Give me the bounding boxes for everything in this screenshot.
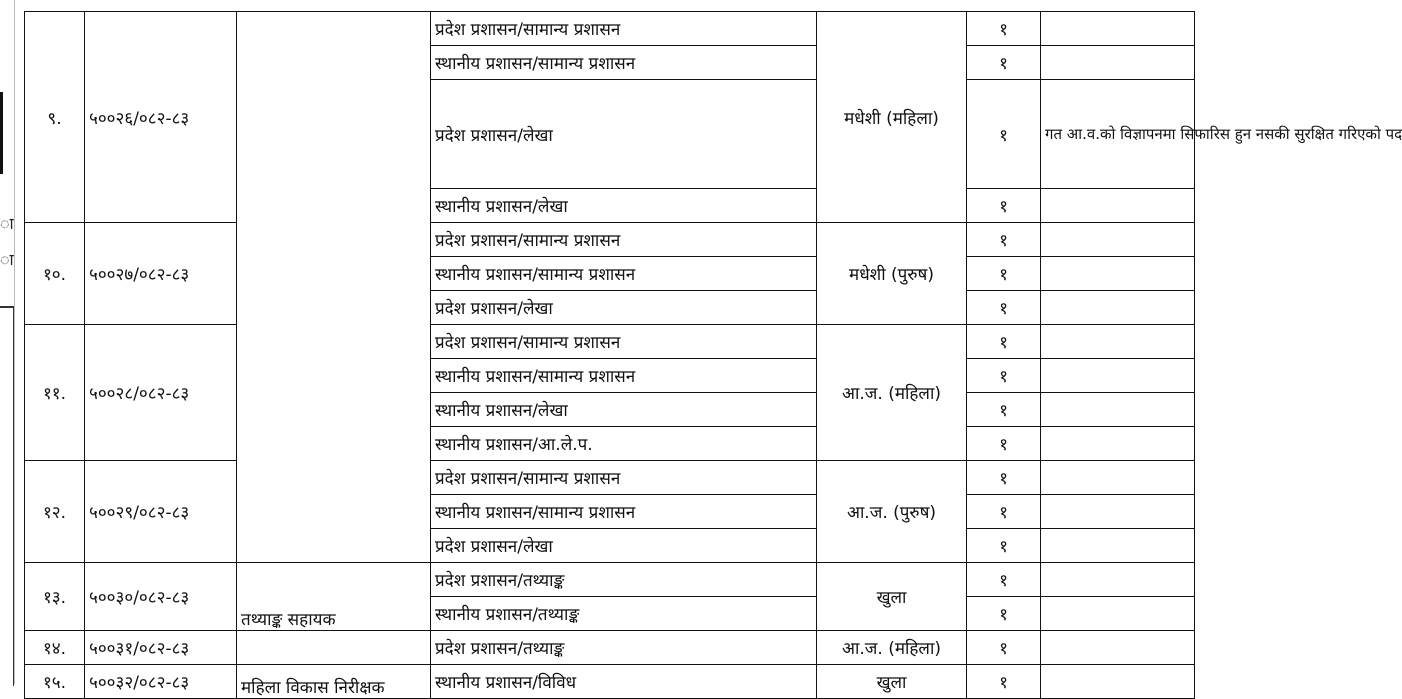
vacancy-count: १ [967,665,1041,699]
vacancy-count: १ [967,189,1041,223]
remarks [1041,359,1195,393]
table-row [25,631,1195,665]
vacancy-count: १ [967,46,1041,80]
remarks [1041,325,1195,359]
service-area: स्थानीय प्रशासन/सामान्य प्रशासन [431,257,817,291]
edge-mark [0,92,3,174]
service-area: प्रदेश प्रशासन/लेखा [431,529,817,563]
advertisement-code: ५००३१/०८२-८३ [85,631,237,665]
inclusion-group: खुला [817,665,967,699]
previous-page-edge [0,0,15,684]
remarks [1041,393,1195,427]
edge-text: ा [0,214,14,233]
serial-number: ११. [25,325,85,461]
service-area: स्थानीय प्रशासन/लेखा [431,393,817,427]
remarks [1041,461,1195,495]
service-area: प्रदेश प्रशासन/सामान्य प्रशासन [431,223,817,257]
vacancy-count: १ [967,291,1041,325]
advertisement-code: ५००३०/०८२-८३ [85,563,237,631]
vacancy-count: १ [967,563,1041,597]
post-name: महिला विकास निरीक्षक [237,665,431,699]
service-area: स्थानीय प्रशासन/सामान्य प्रशासन [431,46,817,80]
remarks [1041,427,1195,461]
service-area: प्रदेश प्रशासन/सामान्य प्रशासन [431,325,817,359]
edge-text: ा [0,250,14,269]
vacancy-count: १ [967,223,1041,257]
vacancy-table-body [25,12,1402,699]
vacancy-count: १ [967,257,1041,291]
service-area: प्रदेश प्रशासन/सामान्य प्रशासन [431,461,817,495]
vacancy-table [24,11,1402,699]
serial-number: १३. [25,563,85,631]
vacancy-count: १ [967,12,1041,46]
serial-number: १४. [25,631,85,665]
table-row [25,461,1195,495]
vacancy-count: १ [967,427,1041,461]
service-area: स्थानीय प्रशासन/लेखा [431,189,817,223]
advertisement-code: ५००२९/०८२-८३ [85,461,237,563]
service-area: स्थानीय प्रशासन/सामान्य प्रशासन [431,495,817,529]
table-row [25,665,1195,699]
vacancy-count: १ [967,393,1041,427]
inclusion-group: आ.ज. (पुरुष) [817,461,967,563]
table-row [25,325,1195,359]
remarks [1041,665,1195,699]
vacancy-count: १ [967,80,1041,189]
remarks [1041,563,1195,597]
advertisement-code: ५००२६/०८२-८३ [85,12,237,223]
vacancy-count: १ [967,597,1041,631]
inclusion-group: आ.ज. (महिला) [817,631,967,665]
service-area: प्रदेश प्रशासन/लेखा [431,80,817,189]
service-area: स्थानीय प्रशासन/तथ्याङ्क [431,597,817,631]
post-name [237,631,431,665]
serial-number: ९. [25,12,85,223]
remarks [1041,291,1195,325]
table-row [25,563,1195,597]
vacancy-count: १ [967,461,1041,495]
inclusion-group: मधेशी (पुरुष) [817,223,967,325]
remarks [1041,189,1195,223]
serial-number: १५. [25,665,85,699]
inclusion-group: मधेशी (महिला) [817,12,967,223]
vacancy-count: १ [967,495,1041,529]
advertisement-code: ५००२७/०८२-८३ [85,223,237,325]
serial-number: १०. [25,223,85,325]
post-name: तथ्याङ्क सहायक [237,563,431,631]
service-area: प्रदेश प्रशासन/सामान्य प्रशासन [431,12,817,46]
service-area: स्थानीय प्रशासन/आ.ले.प. [431,427,817,461]
table-row [25,223,1195,257]
vacancy-count: १ [967,631,1041,665]
remarks [1041,597,1195,631]
service-area: स्थानीय प्रशासन/सामान्य प्रशासन [431,359,817,393]
serial-number: १२. [25,461,85,563]
vacancy-count: १ [967,325,1041,359]
service-area: स्थानीय प्रशासन/विविध [431,665,817,699]
remarks [1041,257,1195,291]
edge-table-border [0,306,14,686]
remarks [1041,631,1195,665]
service-area: प्रदेश प्रशासन/तथ्याङ्क [431,631,817,665]
advertisement-code: ५००३२/०८२-८३ [85,665,237,699]
service-area: प्रदेश प्रशासन/तथ्याङ्क [431,563,817,597]
table-row [25,12,1195,46]
remarks: गत आ.व.को विज्ञापनमा सिफारिस हुन नसकी सुरक्षित गरिएको पद [1041,80,1195,189]
vacancy-count: १ [967,359,1041,393]
vacancy-count: १ [967,529,1041,563]
remarks [1041,12,1195,46]
advertisement-code: ५००२८/०८२-८३ [85,325,237,461]
remarks [1041,223,1195,257]
remarks [1041,46,1195,80]
post-name [237,12,431,563]
service-area: प्रदेश प्रशासन/लेखा [431,291,817,325]
inclusion-group: आ.ज. (महिला) [817,325,967,461]
remarks [1041,495,1195,529]
inclusion-group: खुला [817,563,967,631]
remarks [1041,529,1195,563]
